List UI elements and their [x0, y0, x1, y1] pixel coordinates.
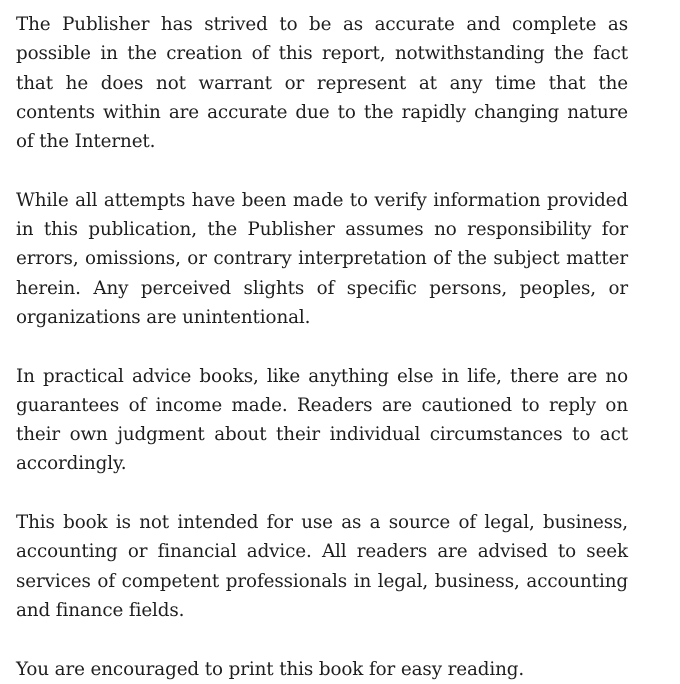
paragraph-professional-advice: This book is not intended for use as a source of legal, business, accounting or financial advice. All readers are advised to seek services of competent professionals in legal, business, accounting and finance fields. [16, 512, 628, 621]
paragraph-income-guarantees: In practical advice books, like anything else in life, there are no guarantees of income made. Readers are cautioned to reply on their own judgment about their individual circumstances to act accordingly. [16, 365, 628, 475]
paragraph-responsibility: While all attempts have been made to verify information provided in this publication, the Publisher assumes no responsibility for errors, omissions, or contrary interpretation of the subject matter herein. Any perceived slights of specific persons, peoples, or organizations are unintentional. [16, 189, 628, 328]
paragraph-print-encouragement: You are encouraged to print this book for easy reading. [16, 658, 525, 680]
disclaimer-document [16, 10, 628, 684]
paragraph-accuracy: The Publisher has strived to be as accurate and complete as possible in the creation of this report, notwithstanding the fact that he does not warrant or represent at any time that the contents within are accurate due to the rapidly changing nature of the Internet. [16, 14, 628, 153]
